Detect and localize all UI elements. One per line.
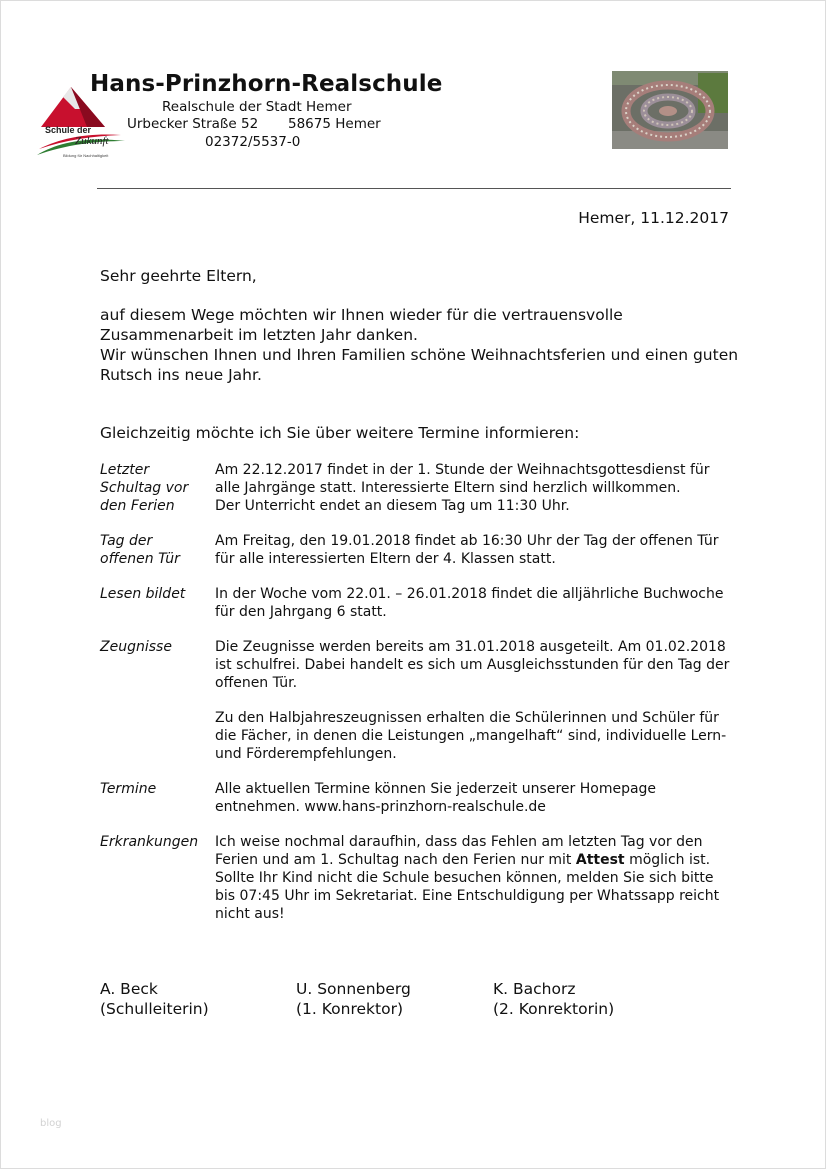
event-line: offenen Tür.: [215, 675, 298, 691]
event-text-dates: [215, 780, 656, 816]
signature-role: (2. Konrektorin): [493, 999, 615, 1018]
event-text-last-school-day: [215, 461, 710, 515]
school-subtitle: Realschule der Stadt Hemer: [162, 99, 352, 115]
event-line: die Fächer, in denen die Leistungen „mangelhaft“ sind, individuelle Lern-: [215, 728, 727, 744]
event-line: Sollte Ihr Kind nicht die Schule besuchen können, melden Sie sich bitte: [215, 870, 714, 886]
event-line: Am 22.12.2017 findet in der 1. Stunde der Weihnachtsgottesdienst für: [215, 462, 710, 478]
event-label-reports: Zeugnisse: [100, 639, 172, 655]
event-line: nicht aus!: [215, 906, 285, 922]
announcement-line: Gleichzeitig möchte ich Sie über weitere Termine informieren:: [100, 424, 580, 442]
event-label-open-day: Tag der offenen Tür: [100, 533, 180, 567]
event-text-illness: [215, 833, 719, 923]
event-label-illness: Erkrankungen: [100, 834, 199, 850]
school-street: Urbecker Straße 52: [127, 116, 259, 132]
event-line-part: Ferien und am 1. Schultag nach den Ferien nur mit: [215, 852, 576, 868]
school-phone: 02372/5537-0: [205, 134, 301, 150]
event-label-reading: Lesen bildet: [100, 586, 186, 602]
event-line: Der Unterricht endet an diesem Tag um 11:30 Uhr.: [215, 498, 570, 514]
event-line: In der Woche vom 22.01. – 26.01.2018 findet die alljährliche Buchwoche: [215, 586, 724, 602]
intro-line: auf diesem Wege möchten wir Ihnen wieder für die vertrauensvolle: [100, 306, 623, 324]
signature-vice-principal-1: [296, 980, 411, 1019]
event-line: für alle interessierten Eltern der 4. Klassen statt.: [215, 551, 556, 567]
school-group-photo: [612, 71, 728, 149]
event-line: Alle aktuellen Termine können Sie jederzeit unserer Homepage: [215, 781, 657, 797]
event-line: Ich weise nochmal daraufhin, dass das Fehlen am letzten Tag vor den: [215, 834, 703, 850]
event-text-reading: [215, 585, 723, 621]
header-divider: [97, 188, 731, 189]
logo-text-2: Zukunft: [75, 135, 109, 147]
event-line: ist schulfrei. Dabei handelt es sich um Ausgleichsstunden für den Tag der: [215, 657, 730, 673]
school-city: 58675 Hemer: [288, 116, 381, 132]
intro-line: Wir wünschen Ihnen und Ihren Familien schöne Weihnachtsferien und einen guten: [100, 346, 739, 364]
event-line: und Förderempfehlungen.: [215, 746, 397, 762]
watermark: blog: [40, 1118, 62, 1129]
event-text-open-day: [215, 532, 719, 568]
event-line: für den Jahrgang 6 statt.: [215, 604, 387, 620]
intro-line: Zusammenarbeit im letzten Jahr danken.: [100, 326, 418, 344]
event-line: alle Jahrgänge statt. Interessierte Eltern sind herzlich willkommen.: [215, 480, 681, 496]
event-label-dates: Termine: [100, 781, 157, 797]
school-name: Hans-Prinzhorn-Realschule: [90, 71, 443, 97]
event-line: Zu den Halbjahreszeugnissen erhalten die Schülerinnen und Schüler für: [215, 710, 719, 726]
intro-line: Rutsch ins neue Jahr.: [100, 366, 262, 384]
signature-principal: [100, 980, 209, 1019]
signature-role: (1. Konrektor): [296, 999, 403, 1018]
event-line: bis 07:45 Uhr im Sekretariat. Eine Entschuldigung per Whatssapp reicht: [215, 888, 720, 904]
signature-name: K. Bachorz: [493, 980, 576, 998]
signature-name: U. Sonnenberg: [296, 980, 411, 998]
event-line: [215, 851, 719, 869]
event-line-part: möglich ist.: [624, 852, 711, 868]
signature-name: A. Beck: [100, 980, 158, 998]
letter-date: Hemer, 11.12.2017: [578, 209, 729, 227]
event-line: Die Zeugnisse werden bereits am 31.01.2018 ausgeteilt. Am 01.02.2018: [215, 639, 726, 655]
salutation: Sehr geehrte Eltern,: [100, 267, 257, 285]
signature-role: (Schulleiterin): [100, 999, 209, 1018]
event-line: Am Freitag, den 19.01.2018 findet ab 16:30 Uhr der Tag der offenen Tür: [215, 533, 719, 549]
event-text-reports-2: [215, 709, 726, 763]
event-text-reports: [215, 638, 729, 692]
logo-text-1: Schule der: [45, 125, 92, 135]
event-label-last-school-day: Letzter Schultag vor den Ferien: [100, 462, 189, 514]
logo-small-text: Bildung für Nachhaltigkeit: [63, 153, 109, 158]
event-line: entnehmen. www.hans-prinzhorn-realschule.de: [215, 799, 546, 815]
attest-bold: Attest: [575, 852, 625, 868]
signature-vice-principal-2: [493, 980, 614, 1019]
